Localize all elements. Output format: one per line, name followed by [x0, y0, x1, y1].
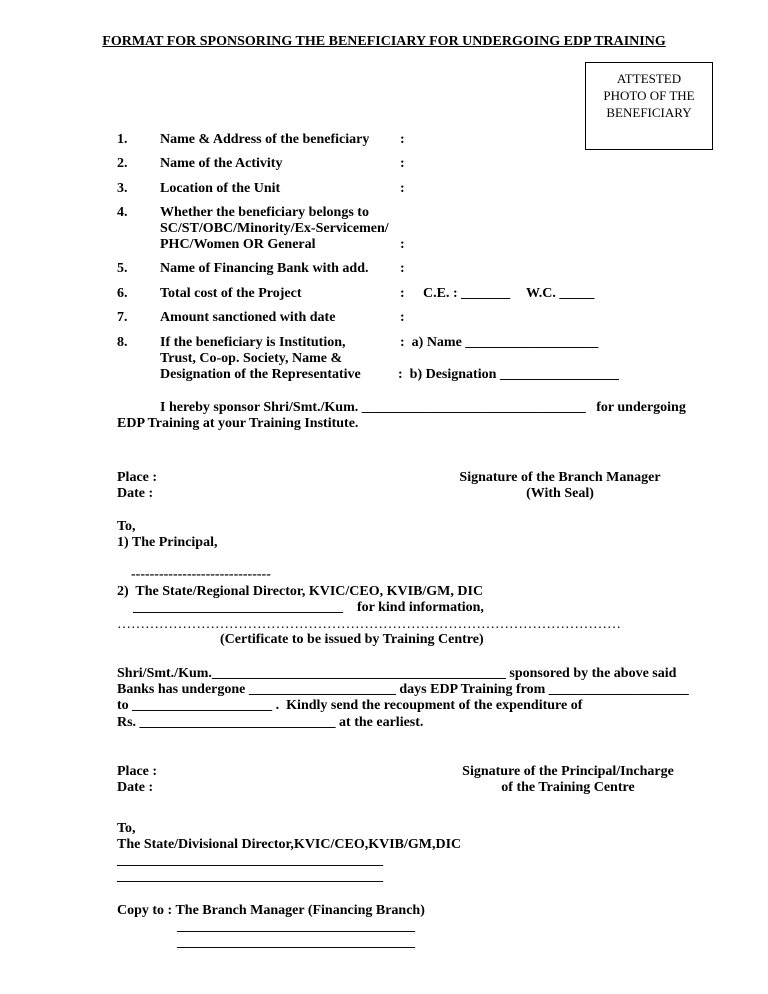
recipient-director: 2) The State/Regional Director, KVIC/CEO, KVIB/GM, DIC [117, 584, 484, 599]
item-number: 7. [117, 310, 128, 325]
kind-information-line: ______________________________ for kind information, [133, 600, 484, 615]
blank-line: ______________________________________ [117, 853, 383, 868]
item-colon: : [400, 310, 405, 325]
sponsor-statement-cont: EDP Training at your Training Institute. [117, 416, 359, 431]
item-label: Trust, Co-op. Society, Name & [160, 351, 343, 366]
blank-line: __________________________________ [177, 919, 415, 934]
date-label: Date : [117, 486, 154, 501]
to-label: To, [117, 519, 136, 534]
photo-box-line: BENEFICIARY [606, 105, 692, 120]
capital-expenditure-field[interactable]: C.E. : _______ [423, 286, 511, 301]
item-label: Name of the Activity [160, 156, 283, 171]
sponsor-statement: I hereby sponsor Shri/Smt./Kum. ________________________________ for undergoing [160, 400, 686, 415]
item-number: 6. [117, 286, 128, 301]
to-label: To, [117, 821, 136, 836]
item-label: PHC/Women OR General [160, 237, 316, 252]
item-label: SC/ST/OBC/Minority/Ex-Servicemen/ [160, 221, 389, 236]
dotted-separator: ……………………………………………………………………………………………… [117, 617, 621, 632]
item-number: 2. [117, 156, 128, 171]
blank-line: __________________________________ [177, 935, 415, 950]
item-label: Total cost of the Project [160, 286, 302, 301]
item-colon: : [400, 286, 405, 301]
certificate-line: Banks has undergone _____________________ days EDP Training from ____________________ [117, 682, 689, 697]
representative-designation-field[interactable]: : b) Designation _________________ [398, 367, 619, 382]
item-number: 4. [117, 205, 128, 220]
dash-line: ------------------------------ [131, 567, 271, 582]
form-title: FORMAT FOR SPONSORING THE BENEFICIARY FOR UNDERGOING EDP TRAINING [102, 34, 666, 49]
item-colon: : [400, 132, 405, 147]
attested-photo-box [585, 62, 713, 150]
item-number: 1. [117, 132, 128, 147]
item-colon: : [400, 261, 405, 276]
item-colon: : [400, 156, 405, 171]
branch-manager-signature: Signature of the Branch Manager [459, 470, 661, 485]
with-seal-label: (With Seal) [526, 486, 594, 501]
item-label: If the beneficiary is Institution, [160, 335, 346, 350]
item-label: Amount sanctioned with date [160, 310, 336, 325]
blank-line: ______________________________________ [117, 869, 383, 884]
item-label: Whether the beneficiary belongs to [160, 205, 369, 220]
photo-box-line: ATTESTED [616, 71, 682, 86]
principal-signature: Signature of the Principal/Incharge [462, 764, 674, 779]
item-number: 3. [117, 181, 128, 196]
item-label: Designation of the Representative [160, 367, 361, 382]
copy-to-line: Copy to : The Branch Manager (Financing Branch) [117, 903, 425, 918]
item-number: 8. [117, 335, 128, 350]
place-label: Place : [117, 470, 158, 485]
recipient-divisional-director: The State/Divisional Director,KVIC/CEO,KVIB/GM,DIC [117, 837, 462, 852]
item-label: Name of Financing Bank with add. [160, 261, 369, 276]
item-colon: : [400, 237, 405, 252]
certificate-line: Rs. ____________________________ at the earliest. [117, 715, 424, 730]
item-number: 5. [117, 261, 128, 276]
representative-name-field[interactable]: : a) Name ___________________ [400, 335, 599, 350]
item-label: Name & Address of the beneficiary [160, 132, 370, 147]
item-label: Location of the Unit [160, 181, 281, 196]
recipient-principal: 1) The Principal, [117, 535, 218, 550]
item-colon: : [400, 181, 405, 196]
date-label: Date : [117, 780, 154, 795]
working-capital-field[interactable]: W.C. _____ [526, 286, 595, 301]
training-centre-label: of the Training Centre [501, 780, 635, 795]
certificate-line: Shri/Smt./Kum.__________________________________________ sponsored by the above said [117, 666, 677, 681]
place-label: Place : [117, 764, 158, 779]
photo-box-line: PHOTO OF THE [603, 88, 695, 103]
certificate-line: to ____________________ . Kindly send the recoupment of the expenditure of [117, 698, 583, 713]
certificate-note: (Certificate to be issued by Training Centre) [220, 632, 484, 647]
